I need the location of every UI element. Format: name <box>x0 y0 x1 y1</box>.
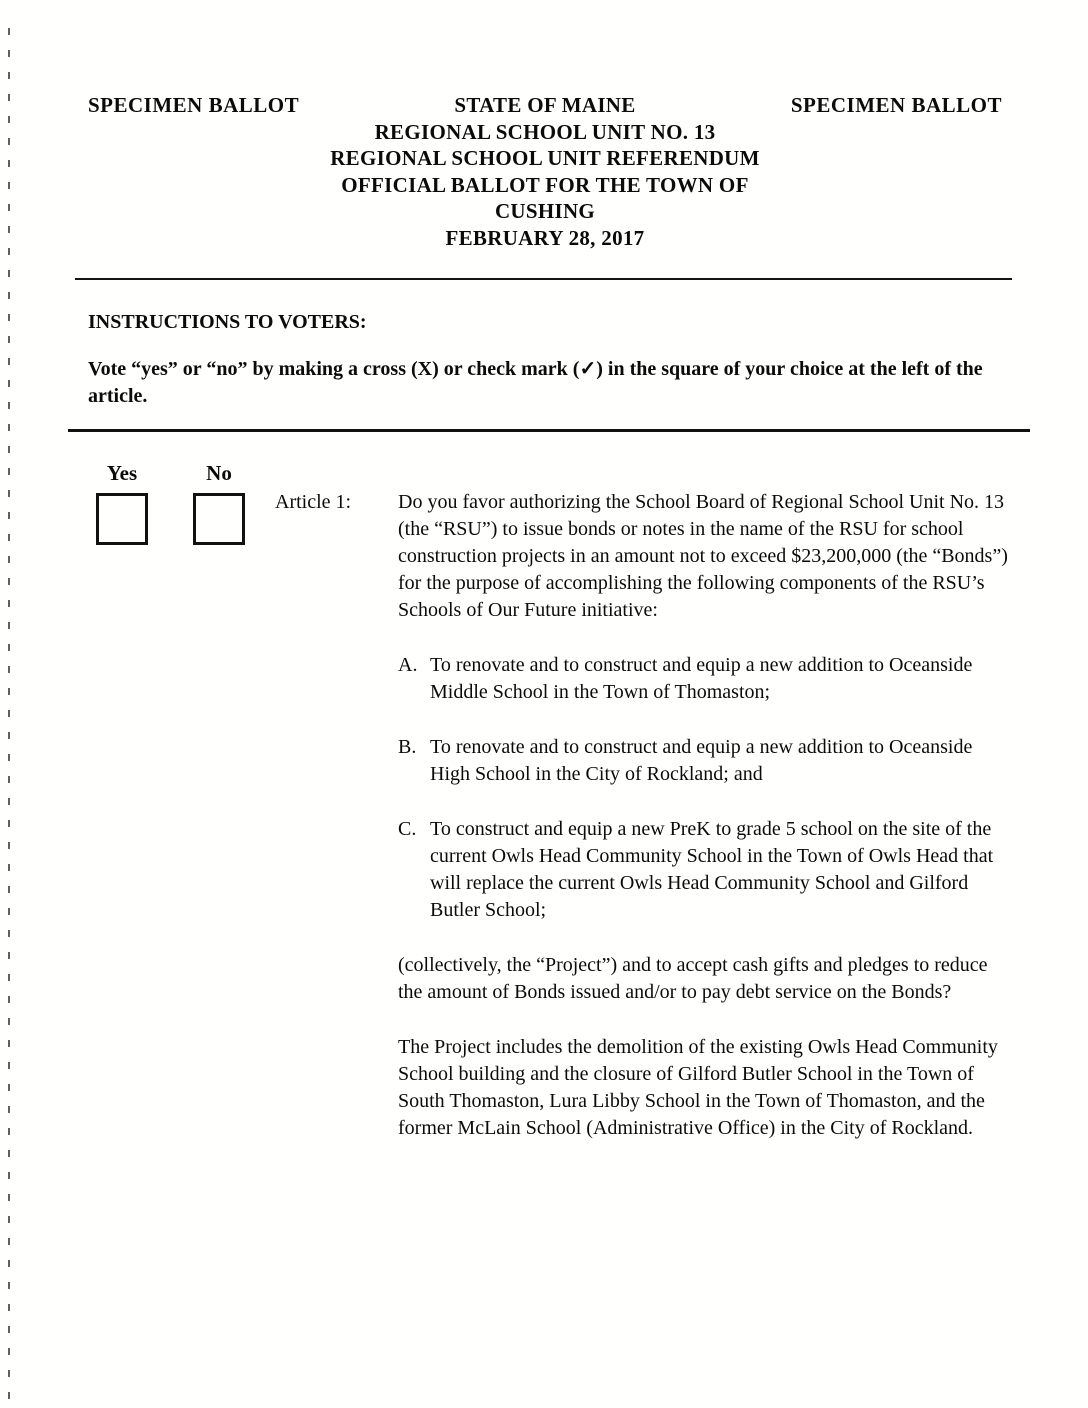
question-intro: Do you favor authorizing the School Board of Regional School Unit No. 13 (the “RSU”) to issue bonds or notes in the name of the RSU for school construction projects in an amount not to exceed $23,200,000 (the “Bonds”) for the purpose of accomplishing the following components of the RSU’s Schools of Our Future initiative: <box>398 491 1008 621</box>
article-item-c <box>398 816 1012 924</box>
yes-label: Yes <box>106 461 138 485</box>
title-date: FEBRUARY 28, 2017 <box>445 225 645 250</box>
vote-options <box>95 461 275 545</box>
vote-option-yes <box>95 461 149 545</box>
title-referendum: REGIONAL SCHOOL UNIT REFERENDUM <box>330 146 760 170</box>
article-1-row <box>0 461 1088 1170</box>
article-text <box>398 461 1012 1170</box>
article-label: Article 1: <box>275 491 352 513</box>
article-item-b <box>398 734 1012 788</box>
title-unit: REGIONAL SCHOOL UNIT NO. 13 <box>374 119 716 144</box>
item-b-letter: B. <box>398 736 417 758</box>
instructions-title: INSTRUCTIONS TO VOTERS: <box>88 311 367 333</box>
title-official-ballot: OFFICIAL BALLOT FOR THE TOWN OF CUSHING <box>341 172 749 223</box>
specimen-ballot-label-left: SPECIMEN BALLOT <box>88 93 300 117</box>
no-checkbox[interactable] <box>193 493 245 545</box>
no-label: No <box>206 461 232 485</box>
scan-artifact-line <box>8 28 10 1400</box>
item-c-text: To construct and equip a new PreK to grade 5 school on the site of the current Owls Head Community School in the Town of Owls Head that will replace the current Owls Head Community School and Gilford Butler School; <box>430 818 994 921</box>
ballot-title-block <box>299 92 791 251</box>
instructions-body: Vote “yes” or “no” by making a cross (X) or check mark (✓) in the square of your choice at the left of the article. <box>88 358 983 407</box>
item-c-letter: C. <box>398 818 417 840</box>
ballot-header <box>0 0 1088 251</box>
header-divider <box>75 278 1012 280</box>
item-a-letter: A. <box>398 654 418 676</box>
title-state: STATE OF MAINE <box>454 93 636 117</box>
item-a-text: To renovate and to construct and equip a new addition to Oceanside Middle School in the Town of Thomaston; <box>430 654 973 703</box>
vote-option-no <box>192 461 246 545</box>
item-b-text: To renovate and to construct and equip a new addition to Oceanside High School in the City of Rockland; and <box>430 736 973 785</box>
specimen-ballot-label-right: SPECIMEN BALLOT <box>790 93 1002 117</box>
article-item-a <box>398 652 1012 706</box>
instructions-divider <box>68 429 1030 432</box>
yes-checkbox[interactable] <box>96 493 148 545</box>
question-close: (collectively, the “Project”) and to accept cash gifts and pledges to reduce the amount of Bonds issued and/or to pay debt service on the Bonds? <box>398 954 988 1003</box>
project-note: The Project includes the demolition of the existing Owls Head Community School building and the closure of Gilford Butler School in the Town of South Thomaston, Lura Libby School in the Town of Thomaston, and the former McLain School (Administrative Office) in the City of Rockland. <box>398 1036 998 1139</box>
